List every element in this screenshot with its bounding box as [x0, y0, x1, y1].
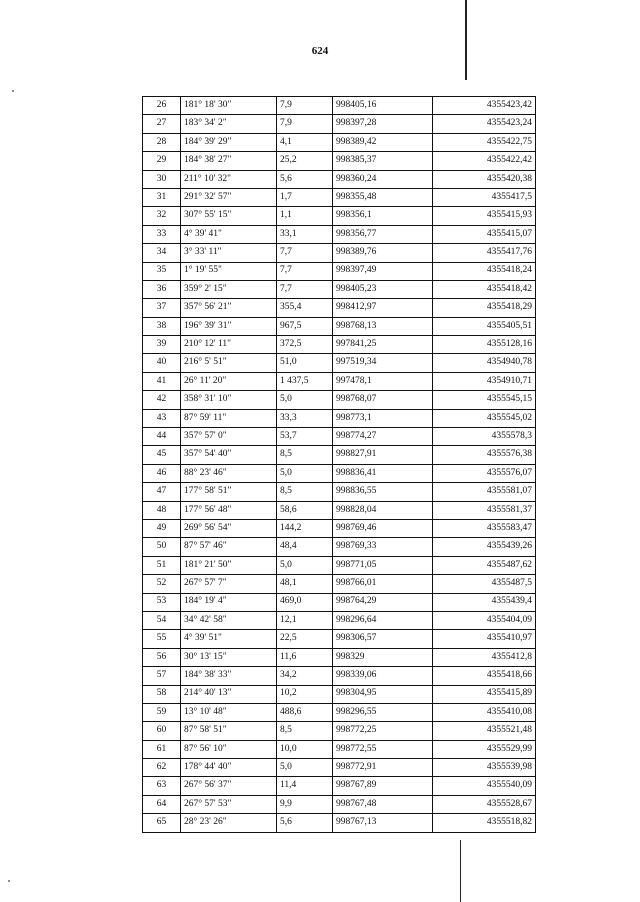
table-row	[143, 814, 536, 832]
point-number-cell: 34	[143, 244, 181, 262]
table-row	[143, 188, 536, 206]
point-number-cell: 31	[143, 188, 181, 206]
direction-angle-cell: 3° 33' 11"	[181, 244, 277, 262]
x-coordinate-cell: 998304,95	[333, 685, 433, 703]
table-row	[143, 667, 536, 685]
x-coordinate-cell: 998768,13	[333, 317, 433, 335]
table-row	[143, 483, 536, 501]
coordinates-table	[142, 96, 536, 833]
point-number-cell: 47	[143, 483, 181, 501]
x-coordinate-cell: 998828,04	[333, 501, 433, 519]
table-row	[143, 354, 536, 372]
x-coordinate-cell: 998405,23	[333, 280, 433, 298]
y-coordinate-cell: 4355128,16	[433, 336, 536, 354]
table-row	[143, 115, 536, 133]
table-row	[143, 133, 536, 151]
point-number-cell: 35	[143, 262, 181, 280]
point-number-cell: 61	[143, 740, 181, 758]
direction-angle-cell: 181° 18' 30"	[181, 97, 277, 115]
table-row	[143, 593, 536, 611]
distance-cell: 967,5	[277, 317, 333, 335]
distance-cell: 5,6	[277, 170, 333, 188]
distance-cell: 11,4	[277, 777, 333, 795]
x-coordinate-cell: 998769,46	[333, 519, 433, 537]
y-coordinate-cell: 4355521,48	[433, 722, 536, 740]
table-row	[143, 372, 536, 390]
distance-cell: 53,7	[277, 428, 333, 446]
scan-artifact-speck	[12, 90, 14, 92]
scan-artifact-line	[460, 840, 461, 902]
direction-angle-cell: 87° 56' 10"	[181, 740, 277, 758]
direction-angle-cell: 88° 23' 46"	[181, 464, 277, 482]
x-coordinate-cell: 998764,29	[333, 593, 433, 611]
point-number-cell: 33	[143, 225, 181, 243]
table-row	[143, 207, 536, 225]
page-number: 624	[311, 45, 329, 57]
distance-cell: 5,0	[277, 759, 333, 777]
point-number-cell: 36	[143, 280, 181, 298]
direction-angle-cell: 13° 10' 48"	[181, 703, 277, 721]
x-coordinate-cell: 998773,1	[333, 409, 433, 427]
y-coordinate-cell: 4355581,37	[433, 501, 536, 519]
direction-angle-cell: 214° 40' 13"	[181, 685, 277, 703]
point-number-cell: 29	[143, 152, 181, 170]
table-row	[143, 317, 536, 335]
y-coordinate-cell: 4355418,24	[433, 262, 536, 280]
y-coordinate-cell: 4355404,09	[433, 611, 536, 629]
distance-cell: 7,7	[277, 280, 333, 298]
point-number-cell: 49	[143, 519, 181, 537]
x-coordinate-cell: 998767,13	[333, 814, 433, 832]
direction-angle-cell: 358° 31' 10"	[181, 391, 277, 409]
direction-angle-cell: 4° 39' 41"	[181, 225, 277, 243]
point-number-cell: 60	[143, 722, 181, 740]
distance-cell: 8,5	[277, 722, 333, 740]
table-row	[143, 740, 536, 758]
distance-cell: 469,0	[277, 593, 333, 611]
table-row	[143, 391, 536, 409]
direction-angle-cell: 184° 19' 4"	[181, 593, 277, 611]
direction-angle-cell: 1° 19' 55"	[181, 262, 277, 280]
distance-cell: 33,3	[277, 409, 333, 427]
table-row	[143, 538, 536, 556]
direction-angle-cell: 87° 57' 46"	[181, 538, 277, 556]
distance-cell: 58,6	[277, 501, 333, 519]
table-row	[143, 685, 536, 703]
x-coordinate-cell: 998405,16	[333, 97, 433, 115]
table-row	[143, 170, 536, 188]
x-coordinate-cell: 998385,37	[333, 152, 433, 170]
table-row	[143, 759, 536, 777]
y-coordinate-cell: 4355518,82	[433, 814, 536, 832]
x-coordinate-cell: 998397,49	[333, 262, 433, 280]
x-coordinate-cell: 998360,24	[333, 170, 433, 188]
point-number-cell: 52	[143, 575, 181, 593]
x-coordinate-cell: 998356,77	[333, 225, 433, 243]
table-row	[143, 648, 536, 666]
distance-cell: 12,1	[277, 611, 333, 629]
point-number-cell: 38	[143, 317, 181, 335]
direction-angle-cell: 30° 13' 15"	[181, 648, 277, 666]
point-number-cell: 40	[143, 354, 181, 372]
point-number-cell: 59	[143, 703, 181, 721]
x-coordinate-cell: 998836,55	[333, 483, 433, 501]
point-number-cell: 58	[143, 685, 181, 703]
x-coordinate-cell: 998769,33	[333, 538, 433, 556]
point-number-cell: 27	[143, 115, 181, 133]
point-number-cell: 55	[143, 630, 181, 648]
direction-angle-cell: 211° 10' 32"	[181, 170, 277, 188]
y-coordinate-cell: 4355418,66	[433, 667, 536, 685]
point-number-cell: 56	[143, 648, 181, 666]
distance-cell: 1 437,5	[277, 372, 333, 390]
y-coordinate-cell: 4355415,93	[433, 207, 536, 225]
direction-angle-cell: 269° 56' 54"	[181, 519, 277, 537]
y-coordinate-cell: 4355415,07	[433, 225, 536, 243]
x-coordinate-cell: 998771,05	[333, 556, 433, 574]
distance-cell: 372,5	[277, 336, 333, 354]
x-coordinate-cell: 998772,55	[333, 740, 433, 758]
table-row	[143, 262, 536, 280]
y-coordinate-cell: 4355487,62	[433, 556, 536, 574]
table-row	[143, 428, 536, 446]
x-coordinate-cell: 998356,1	[333, 207, 433, 225]
y-coordinate-cell: 4355417,5	[433, 188, 536, 206]
y-coordinate-cell: 4355529,99	[433, 740, 536, 758]
point-number-cell: 53	[143, 593, 181, 611]
point-number-cell: 42	[143, 391, 181, 409]
x-coordinate-cell: 997519,34	[333, 354, 433, 372]
point-number-cell: 39	[143, 336, 181, 354]
direction-angle-cell: 357° 56' 21"	[181, 299, 277, 317]
distance-cell: 5,6	[277, 814, 333, 832]
direction-angle-cell: 184° 38' 27"	[181, 152, 277, 170]
direction-angle-cell: 196° 39' 31"	[181, 317, 277, 335]
distance-cell: 7,7	[277, 244, 333, 262]
x-coordinate-cell: 998772,25	[333, 722, 433, 740]
table-row	[143, 446, 536, 464]
y-coordinate-cell: 4355583,47	[433, 519, 536, 537]
y-coordinate-cell: 4355420,38	[433, 170, 536, 188]
y-coordinate-cell: 4355422,42	[433, 152, 536, 170]
table-row	[143, 611, 536, 629]
x-coordinate-cell: 998766,01	[333, 575, 433, 593]
y-coordinate-cell: 4355576,38	[433, 446, 536, 464]
distance-cell: 48,1	[277, 575, 333, 593]
distance-cell: 355,4	[277, 299, 333, 317]
distance-cell: 7,7	[277, 262, 333, 280]
distance-cell: 5,0	[277, 391, 333, 409]
x-coordinate-cell: 998767,48	[333, 795, 433, 813]
y-coordinate-cell: 4355405,51	[433, 317, 536, 335]
point-number-cell: 62	[143, 759, 181, 777]
point-number-cell: 41	[143, 372, 181, 390]
table-row	[143, 152, 536, 170]
distance-cell: 7,9	[277, 115, 333, 133]
direction-angle-cell: 357° 54' 40"	[181, 446, 277, 464]
distance-cell: 10,2	[277, 685, 333, 703]
table-row	[143, 795, 536, 813]
point-number-cell: 45	[143, 446, 181, 464]
x-coordinate-cell: 998767,89	[333, 777, 433, 795]
distance-cell: 1,7	[277, 188, 333, 206]
point-number-cell: 63	[143, 777, 181, 795]
y-coordinate-cell: 4355410,08	[433, 703, 536, 721]
x-coordinate-cell: 998296,64	[333, 611, 433, 629]
y-coordinate-cell: 4355423,42	[433, 97, 536, 115]
y-coordinate-cell: 4355578,3	[433, 428, 536, 446]
y-coordinate-cell: 4355576,07	[433, 464, 536, 482]
table-row	[143, 97, 536, 115]
y-coordinate-cell: 4355439,26	[433, 538, 536, 556]
direction-angle-cell: 357° 57' 0"	[181, 428, 277, 446]
y-coordinate-cell: 4355418,42	[433, 280, 536, 298]
distance-cell: 11,6	[277, 648, 333, 666]
y-coordinate-cell: 4355487,5	[433, 575, 536, 593]
direction-angle-cell: 267° 57' 53"	[181, 795, 277, 813]
table-row	[143, 556, 536, 574]
direction-angle-cell: 307° 55' 15"	[181, 207, 277, 225]
direction-angle-cell: 183° 34' 2"	[181, 115, 277, 133]
point-number-cell: 51	[143, 556, 181, 574]
direction-angle-cell: 178° 44' 40"	[181, 759, 277, 777]
distance-cell: 33,1	[277, 225, 333, 243]
y-coordinate-cell: 4355410,97	[433, 630, 536, 648]
direction-angle-cell: 184° 39' 29"	[181, 133, 277, 151]
table-row	[143, 630, 536, 648]
distance-cell: 144,2	[277, 519, 333, 537]
point-number-cell: 30	[143, 170, 181, 188]
table-row	[143, 409, 536, 427]
table-row	[143, 722, 536, 740]
table-row	[143, 299, 536, 317]
direction-angle-cell: 184° 38' 33"	[181, 667, 277, 685]
point-number-cell: 44	[143, 428, 181, 446]
point-number-cell: 43	[143, 409, 181, 427]
distance-cell: 5,0	[277, 464, 333, 482]
distance-cell: 34,2	[277, 667, 333, 685]
direction-angle-cell: 267° 56' 37"	[181, 777, 277, 795]
direction-angle-cell: 291° 32' 57"	[181, 188, 277, 206]
x-coordinate-cell: 998774,27	[333, 428, 433, 446]
table-row	[143, 244, 536, 262]
direction-angle-cell: 359° 2' 15"	[181, 280, 277, 298]
x-coordinate-cell: 997478,1	[333, 372, 433, 390]
direction-angle-cell: 28° 23' 26"	[181, 814, 277, 832]
distance-cell: 48,4	[277, 538, 333, 556]
y-coordinate-cell: 4355439,4	[433, 593, 536, 611]
x-coordinate-cell: 998827,91	[333, 446, 433, 464]
y-coordinate-cell: 4354940,78	[433, 354, 536, 372]
distance-cell: 51,0	[277, 354, 333, 372]
table-row	[143, 225, 536, 243]
y-coordinate-cell: 4355423,24	[433, 115, 536, 133]
point-number-cell: 37	[143, 299, 181, 317]
x-coordinate-cell: 998329	[333, 648, 433, 666]
point-number-cell: 64	[143, 795, 181, 813]
y-coordinate-cell: 4355528,67	[433, 795, 536, 813]
y-coordinate-cell: 4355417,76	[433, 244, 536, 262]
x-coordinate-cell: 998389,42	[333, 133, 433, 151]
point-number-cell: 50	[143, 538, 181, 556]
x-coordinate-cell: 998836,41	[333, 464, 433, 482]
y-coordinate-cell: 4355540,09	[433, 777, 536, 795]
y-coordinate-cell: 4355415,89	[433, 685, 536, 703]
x-coordinate-cell: 998306,57	[333, 630, 433, 648]
y-coordinate-cell: 4355412,8	[433, 648, 536, 666]
point-number-cell: 65	[143, 814, 181, 832]
distance-cell: 10,0	[277, 740, 333, 758]
distance-cell: 488,6	[277, 703, 333, 721]
table-row	[143, 777, 536, 795]
x-coordinate-cell: 997841,25	[333, 336, 433, 354]
y-coordinate-cell: 4355545,15	[433, 391, 536, 409]
distance-cell: 7,9	[277, 97, 333, 115]
point-number-cell: 57	[143, 667, 181, 685]
table-row	[143, 280, 536, 298]
point-number-cell: 32	[143, 207, 181, 225]
x-coordinate-cell: 998772,91	[333, 759, 433, 777]
direction-angle-cell: 26° 11' 20"	[181, 372, 277, 390]
distance-cell: 4,1	[277, 133, 333, 151]
x-coordinate-cell: 998397,28	[333, 115, 433, 133]
distance-cell: 8,5	[277, 483, 333, 501]
table-row	[143, 519, 536, 537]
y-coordinate-cell: 4354910,71	[433, 372, 536, 390]
direction-angle-cell: 177° 58' 51"	[181, 483, 277, 501]
table-row	[143, 575, 536, 593]
direction-angle-cell: 4° 39' 51"	[181, 630, 277, 648]
distance-cell: 9,9	[277, 795, 333, 813]
point-number-cell: 28	[143, 133, 181, 151]
coordinates-table-body	[143, 97, 536, 833]
direction-angle-cell: 34° 42' 58"	[181, 611, 277, 629]
table-row	[143, 501, 536, 519]
y-coordinate-cell: 4355418,29	[433, 299, 536, 317]
table-row	[143, 336, 536, 354]
direction-angle-cell: 87° 59' 11"	[181, 409, 277, 427]
direction-angle-cell: 177° 56' 48"	[181, 501, 277, 519]
y-coordinate-cell: 4355581,07	[433, 483, 536, 501]
distance-cell: 5,0	[277, 556, 333, 574]
distance-cell: 8,5	[277, 446, 333, 464]
direction-angle-cell: 87° 58' 51"	[181, 722, 277, 740]
y-coordinate-cell: 4355539,98	[433, 759, 536, 777]
point-number-cell: 46	[143, 464, 181, 482]
y-coordinate-cell: 4355545,02	[433, 409, 536, 427]
point-number-cell: 54	[143, 611, 181, 629]
table-row	[143, 703, 536, 721]
x-coordinate-cell: 998355,48	[333, 188, 433, 206]
point-number-cell: 26	[143, 97, 181, 115]
y-coordinate-cell: 4355422,75	[433, 133, 536, 151]
x-coordinate-cell: 998412,97	[333, 299, 433, 317]
scan-artifact-speck	[8, 880, 10, 882]
x-coordinate-cell: 998339,06	[333, 667, 433, 685]
x-coordinate-cell: 998768,07	[333, 391, 433, 409]
table-row	[143, 464, 536, 482]
direction-angle-cell: 210° 12' 11"	[181, 336, 277, 354]
direction-angle-cell: 181° 21' 50"	[181, 556, 277, 574]
scan-artifact-line	[465, 0, 467, 80]
point-number-cell: 48	[143, 501, 181, 519]
distance-cell: 22,5	[277, 630, 333, 648]
distance-cell: 25,2	[277, 152, 333, 170]
x-coordinate-cell: 998296,55	[333, 703, 433, 721]
x-coordinate-cell: 998389,76	[333, 244, 433, 262]
direction-angle-cell: 216° 5' 51"	[181, 354, 277, 372]
direction-angle-cell: 267° 57' 7"	[181, 575, 277, 593]
distance-cell: 1,1	[277, 207, 333, 225]
